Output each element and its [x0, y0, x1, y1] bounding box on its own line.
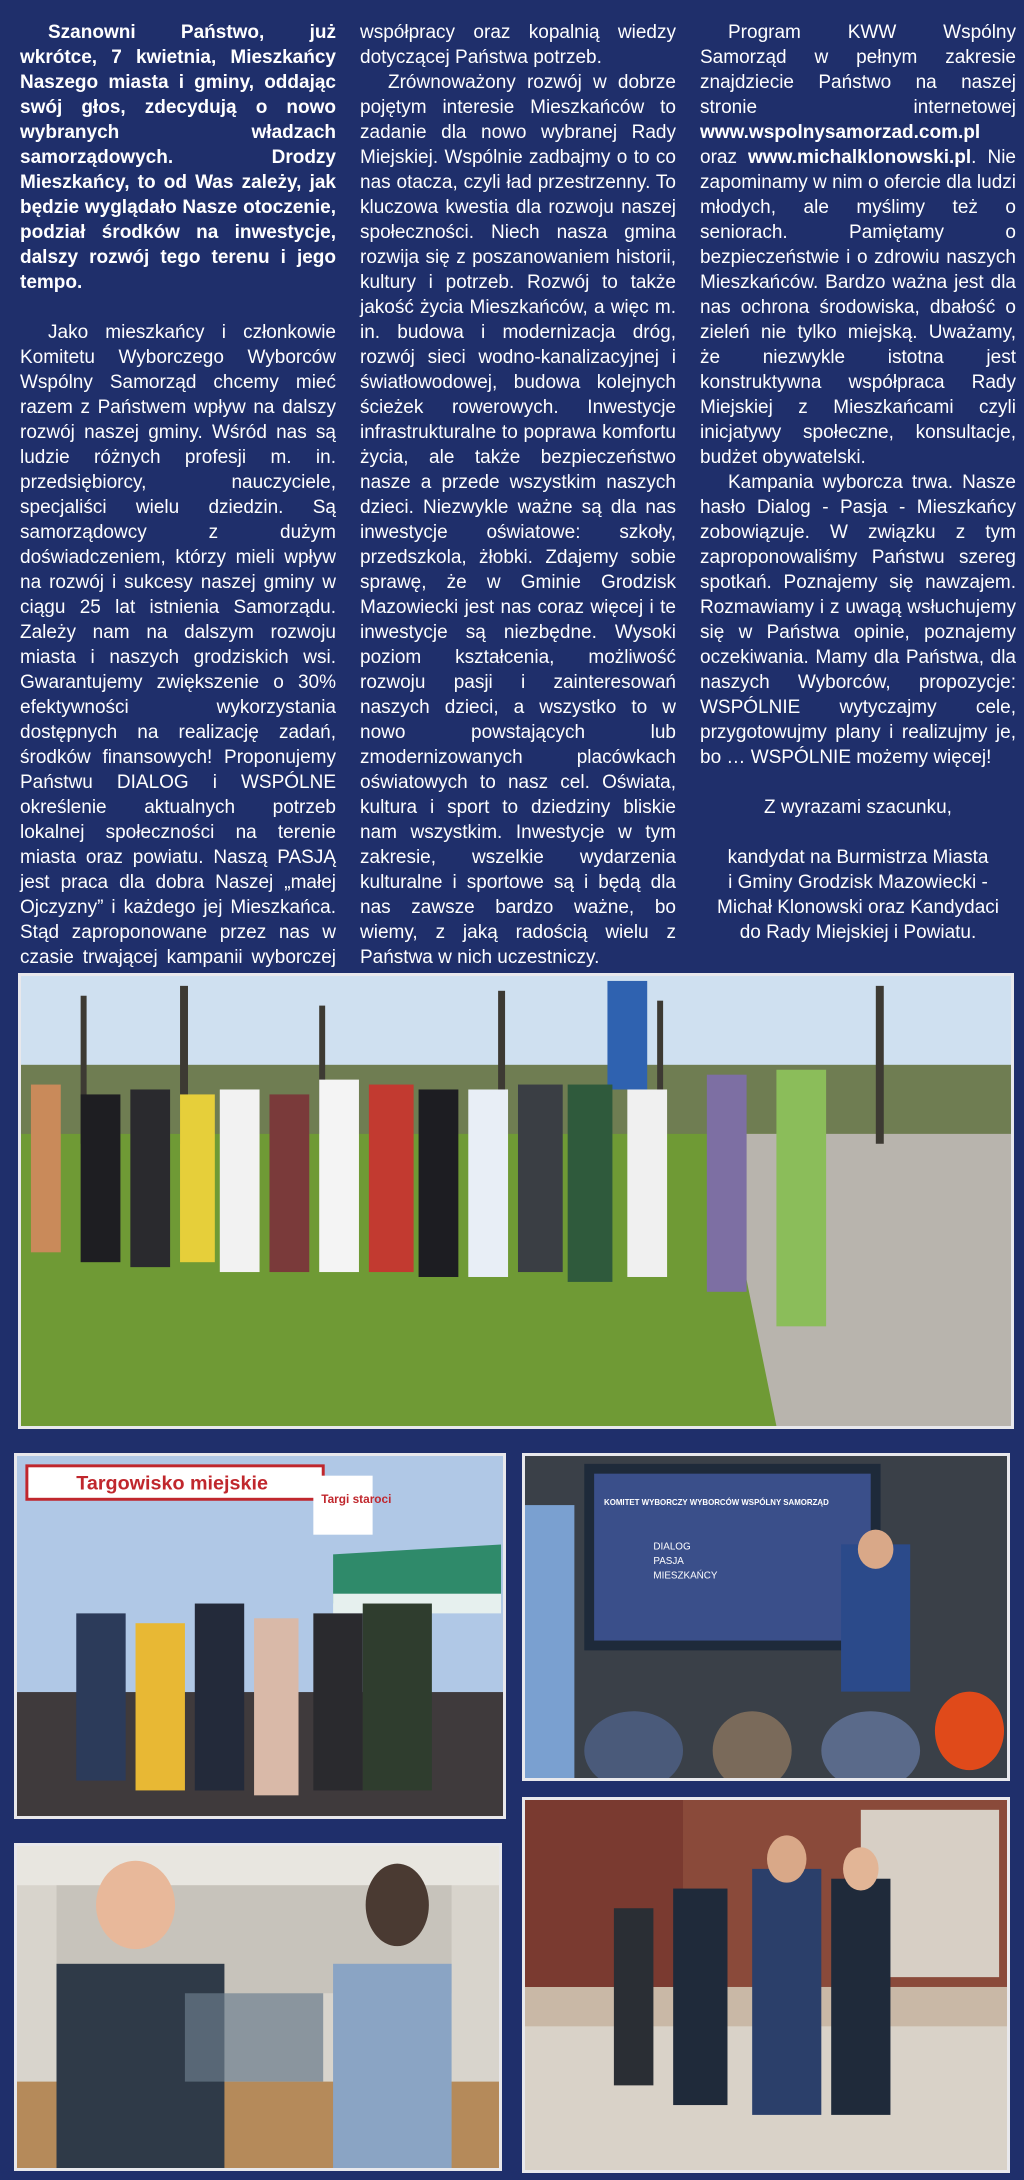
campaign-paragraph: Kampania wyborcza trwa. Nasze hasło Dialog - Pasja - Mieszkańcy zobowiązuje. W związku z tym zaproponowaliśmy Państwu szereg spotkań. Poznajemy się nawzajem. Rozmawiamy i z uwagą wsłuchujemy się w Państwa opinie, poznajemy oczekiwania. Mamy dla Państwa, dla naszych Wyborców, propozycje: WSPÓLNIE wytyczajmy cele, przygotowujmy plany i realizujmy je, bo … WSPÓLNIE możemy więcej!	[700, 472, 1016, 768]
program-paragraph: Program KWW Wspólny Samorząd w pełnym zakresie znajdziecie Państwo na naszej stronie internetowej www.wspolnysamorzad.com.pl oraz www.michalklonowski.pl. Nie zapominamy w nim o ofercie dla ludzi młodych, ale myślimy też o seniorach. Pamiętamy o bezpieczeństwie i o zdrowiu naszych Mieszkańców. Bardzo ważna jest dla nas ochrona środowiska, dbałość o zieleń nie tylko miejską. Uważamy, że niezwykle istotna jest konstruktywna współpraca Rady Miejskiej z Mieszkańcami czyli inicjatywy społeczne, konsultacje, budżet obywatelski.	[700, 22, 1016, 468]
closing-text: Z wyrazami szacunku,	[764, 797, 952, 818]
presentation-photo	[522, 1453, 1010, 1781]
screen-line-1: KOMITET WYBORCZY WYBORCÓW WSPÓLNY SAMORZĄD	[604, 1498, 829, 1508]
lead-paragraph: Szanowni Państwo, już wkrótce, 7 kwietnia, Mieszkańcy Naszego miasta i gminy, oddając swój głos, zdecydują o nowo wybranych władzach samorządowych. Drodzy Mieszkańcy, to od Was zależy, jak będzie wyglądało Nasze otoczenie, podział środków na inwestycje, dalszy rozwój tego terenu i jego tempo.	[20, 22, 336, 293]
column-2	[360, 20, 676, 1045]
column-1	[20, 20, 336, 1045]
body-paragraph: Jako mieszkańcy i członkowie Komitetu Wyborczego Wyborców Wspólny Samorząd chcemy mieć razem z Państwem wpływ na dalszy rozwój naszej gminy. Wśród nas są ludzie różnych profesji m. in. przedsiębiorcy, nauczyciele, specjaliści wielu dziedzin. Są samorządowcy z dużym doświadczeniem, którzy mieli wpływ na rozwój i sukcesy naszej gminy w ciągu 25 lat istnienia Samorządu. Zależy nam na dalszym rozwoju miasta i naszych grodziskich wsi. Gwarantujemy zwiększenie o 30% efektywności wykorzystania dostępnych na realizację zadań, środków finansowych! Proponujemy Państwu DIALOG i WSPÓLNE określenie aktualnych potrzeb lokalnej społeczności na terenie miasta oraz powiatu. Naszą PASJĄ jest praca dla dobra Naszej „małej Ojczyzny” i każdego jej Mieszkańca. Stąd zaproponowane przez nas w czasie trwającej kampanii wyborczej	[20, 322, 336, 968]
market-photo	[14, 1453, 506, 1819]
signature-line: kandydat na Burmistrza Miasta	[727, 847, 989, 868]
continuation-paragraph: współpracy oraz kopalnią wiedzy dotyczącej Państwa potrzeb.	[360, 22, 676, 68]
meeting-photo	[14, 1843, 502, 2171]
outdoor-meeting-photo	[522, 1797, 1010, 2173]
screen-line-3: PASJA	[653, 1556, 684, 1567]
signature-line: do Rady Miejskiej i Powiatu.	[739, 922, 977, 943]
signature-line: i Gminy Grodzisk Mazowiecki -	[728, 872, 988, 893]
body-paragraph: Zrównoważony rozwój w dobrze pojętym interesie Mieszkańców to zadanie dla nowo wybranej Rady Miejskiej. Wspólnie zadbajmy o to co nas otacza, czyli ład przestrzenny. To kluczowa kwestia dla rozwoju naszej społeczności. Niech nasza gmina rozwija się z poszanowaniem historii, kultury i potrzeb. Rozwój to także jakość życia Mieszkańców, a więc m. in. budowa i modernizacja dróg, rozwój sieci wodno-kanalizacyjnej i światłowodowej, budowa kolejnych ścieżek rowerowych. Inwestycje infrastrukturalne to poprawa komfortu życia, ale także bezpieczeństwo nasze a przede wszystkim naszych dzieci. Niezwykle ważne są dla nas inwestycje oświatowe: szkoły, przedszkola, żłobki. Zdajemy sobie sprawę, że w Gminie Grodzisk Mazowiecki jest nas coraz więcej i te inwestycje są niezbędne. Wysoki poziom kształcenia, możliwość rozwoju pasji i zainteresowań naszych dzieci, a wszystko to w nowo powstających lub zmodernizowanych placówkach oświatowych to nasz cel. Oświata, kultura i sport to dziedziny bliskie nam wszystkim. Inwestycje w tym zakresie, wszelkie wydarzenia kulturalne i sportowe są i będą dla nas zawsze bardzo ważne, bo wiemy, z jaką radością wielu z Państwa w nich uczestniczy.	[360, 72, 676, 968]
screen-line-4: MIESZKAŃCY	[653, 1570, 718, 1582]
article-columns	[20, 20, 1016, 968]
website-link-2[interactable]: www.michalklonowski.pl	[748, 147, 972, 168]
column-3	[700, 20, 1016, 1045]
website-link-1[interactable]: www.wspolnysamorzad.com.pl	[700, 122, 981, 143]
market-sign: Targowisko miejskie	[76, 1472, 268, 1495]
screen-line-2: DIALOG	[653, 1541, 691, 1553]
group-photo-park	[18, 973, 1014, 1429]
market-banner: Targi staroci	[321, 1492, 392, 1507]
signature-line: Michał Klonowski oraz Kandydaci	[717, 897, 999, 918]
